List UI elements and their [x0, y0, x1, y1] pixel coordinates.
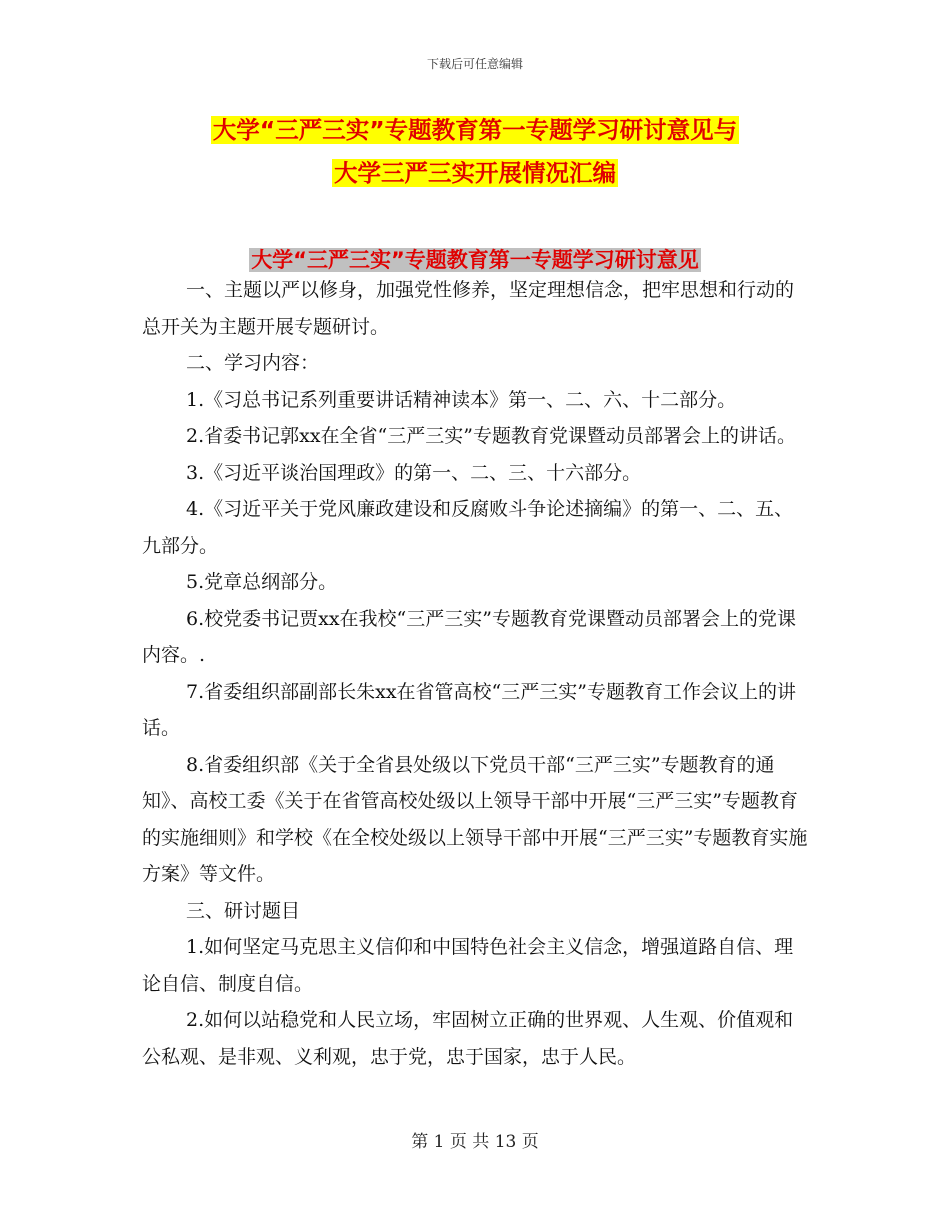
page-footer: 第 1 页 共 13 页: [411, 1132, 539, 1152]
document-title-line-2-text: 大学三严三实开展情况汇编: [334, 159, 616, 187]
paragraph-study-item-8: 8.省委组织部《关于全省县处级以下党员干部“三严三实”专题教育的通知》、高校工委《关于在省管高校处级以上领导干部中开展“三严三实”专题教育的实施细则》和学校《在全校处级以上领导干部中开展“三严三实”专题教育实施方案》等文件。: [142, 753, 808, 885]
paragraph-study-item-6: 6.校党委书记贾xx在我校“三严三实”专题教育党课暨动员部署会上的党课内容。.: [142, 607, 796, 666]
paragraph-study-item-1: 1.《习总书记系列重要讲话精神读本》第一、二、六、十二部分。: [186, 388, 737, 411]
section-heading-text: 大学“三严三实”专题教育第一专题学习研讨意见: [251, 248, 699, 272]
paragraph-topic-1: 1.如何坚定马克思主义信仰和中国特色社会主义信念，增强道路自信、理论自信、制度自信。: [142, 936, 794, 995]
paragraph-topic-2: 2.如何以站稳党和人民立场，牢固树立正确的世界观、人生观、价值观和公私观、是非观、义利观，忠于党，忠于国家，忠于人民。: [142, 1009, 794, 1068]
body-text: [142, 272, 812, 1075]
document-title-line-1-text: 大学“三严三实”专题教育第一专题学习研讨意见与: [212, 116, 738, 144]
paragraph-study-item-7: 7.省委组织部副部长朱xx在省管高校“三严三实”专题教育工作会议上的讲话。: [142, 680, 796, 739]
paragraph-study-item-3: 3.《习近平谈治国理政》的第一、二、三、十六部分。: [186, 461, 642, 484]
paragraph-study-item-4: 4.《习近平关于党风廉政建设和反腐败斗争论述摘编》的第一、二、五、九部分。: [142, 498, 794, 557]
paragraph-theme: 一、主题以严以修身，加强党性修养，坚定理想信念，把牢思想和行动的总开关为主题开展专题研讨。: [142, 279, 795, 338]
paragraph-study-item-2: 2.省委书记郭xx在全省“三严三实”专题教育党课暨动员部署会上的讲话。: [186, 425, 796, 447]
paragraph-study-item-5: 5.党章总纲部分。: [186, 571, 338, 593]
document-title-line-1: [150, 115, 800, 145]
header-note: 下载后可任意编辑: [426, 57, 523, 71]
paragraph-topics-heading: 三、研讨题目: [186, 899, 301, 922]
section-heading: [0, 246, 950, 274]
document-title-line-2: [150, 158, 800, 188]
paragraph-study-content-heading: 二、学习内容：: [186, 352, 320, 374]
